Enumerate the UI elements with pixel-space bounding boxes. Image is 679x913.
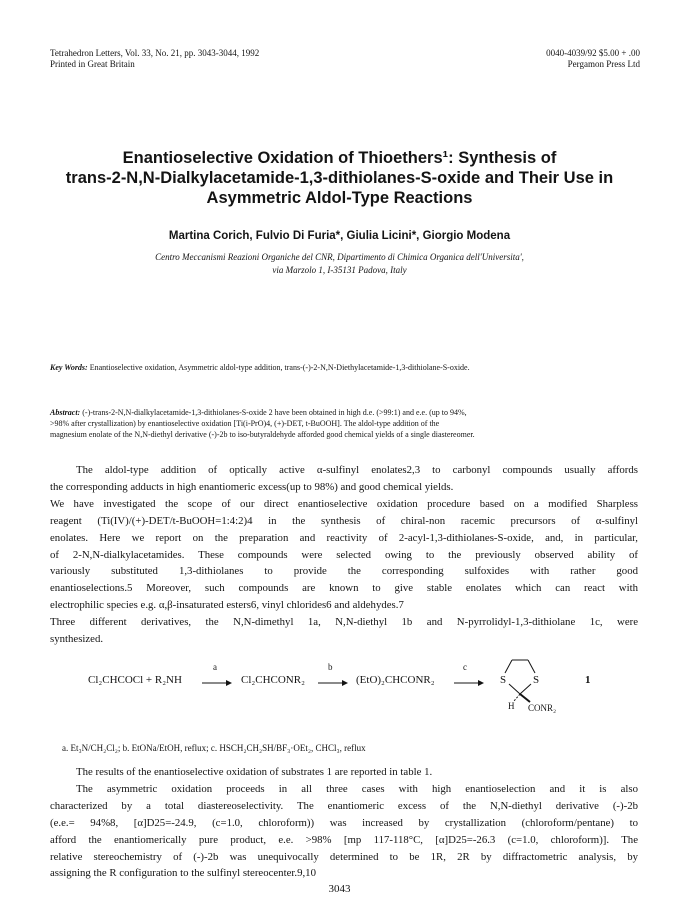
- publisher-line: Pergamon Press Ltd: [567, 59, 640, 69]
- scheme-conditions: a. Et₃N/CH₂Cl₂; b. EtONa/EtOH, reflux; c. HSCH₂CH₂SH/BF₃·OEt₂, CHCl₃, reflux: [62, 743, 366, 753]
- arrow-c-icon: [454, 679, 484, 687]
- journal-citation: [50, 48, 259, 70]
- keywords-text: Enantioselective oxidation, Asymmetric aldol-type addition, trans-(-)-2-N,N-Diethylacetamide-1,3-dithiolane-S-oxide.: [89, 363, 470, 372]
- affiliation-line-1: Centro Meccanismi Reazioni Organiche del CNR, Dipartimento di Chimica Organica dell'Universita',: [155, 252, 524, 262]
- body-line: enolates. Here we report on the preparation and reactivity of 2-acyl-1,3-dithiolanes-S-oxide, and, in particular,: [50, 531, 638, 544]
- scheme-intermediate-1: Cl₂CHCONR₂: [241, 674, 305, 686]
- abstract-line-3: magnesium enolate of the N,N-diethyl derivative (-)-2b to iso-butyraldehyde afforded good chemical yields of a single diastereomer.: [50, 430, 475, 439]
- body-line: synthesized.: [50, 633, 104, 646]
- step-c-label: c: [463, 662, 467, 672]
- arrow-b-icon: [318, 679, 348, 687]
- body-line: the corresponding adducts in high enantiomeric excess(up to 98%) and good chemical yields.: [50, 480, 454, 493]
- price-line: 0040-4039/92 $5.00 + .00: [546, 48, 640, 58]
- printed-line: Printed in Great Britain: [50, 59, 135, 69]
- abstract: [50, 407, 646, 440]
- affiliation: [40, 251, 639, 277]
- abstract-line-1: (-)-trans-2-N,N-dialkylacetamide-1,3-dithiolanes-S-oxide 2 have been obtained in high d.e. (>99:1) and e.e. (up to 94%,: [82, 408, 467, 417]
- scheme-intermediate-2: (EtO)₂CHCONR₂: [356, 674, 435, 686]
- compound-number: 1: [585, 674, 591, 686]
- body-line: The results of the enantioselective oxidation of substrates 1 are reported in table 1.: [76, 766, 433, 778]
- body-line: The aldol-type addition of optically active α-sulfinyl enolates2,3 to carbonyl compounds usually affords: [76, 464, 638, 476]
- body-line: afford the enantiomerically pure product, e.e. >98% [mp 117-118°C, [α]D25=-26.3 (c=1.0, chloroform)]. The: [50, 833, 638, 846]
- reaction-scheme: [0, 662, 679, 732]
- paper-title: [40, 148, 639, 208]
- body-text-2: [50, 764, 638, 882]
- affiliation-line-2: via Marzolo 1, I-35131 Padova, Italy: [272, 265, 407, 275]
- title-line-3: Asymmetric Aldol-Type Reactions: [206, 189, 473, 207]
- arrow-a-icon: [202, 679, 232, 687]
- sulfur-atom-1: S: [500, 674, 507, 686]
- amide-group: CONR₂: [528, 703, 557, 713]
- body-line: of 2-N,N-dialkylacetamides. These compounds were selected owing to the previously observed ability of: [50, 548, 638, 561]
- abstract-line-2: >98% after crystallization) by enantioselective oxidation [Ti(i-PrO)4, (+)-DET, t-BuOOH]. The aldol-type addition of the: [50, 419, 440, 428]
- body-text-1: [50, 462, 638, 648]
- keywords-label: Key Words:: [50, 363, 88, 372]
- body-line: We have investigated the scope of our direct enantioselective oxidation procedure based on a modified Sharpless: [50, 497, 638, 510]
- title-line-2: trans-2-N,N-Dialkylacetamide-1,3-dithiolanes-S-oxide and Their Use in: [65, 169, 614, 187]
- scheme-reactants: Cl₂CHCOCl + R₂NH: [88, 674, 182, 686]
- step-a-label: a: [213, 662, 217, 672]
- step-b-label: b: [328, 662, 333, 672]
- title-line-1: Enantioselective Oxidation of Thioethers¹: Synthesis of: [122, 149, 557, 167]
- journal-line: Tetrahedron Letters, Vol. 33, No. 21, pp. 3043-3044, 1992: [50, 48, 260, 58]
- abstract-label: Abstract:: [50, 408, 81, 417]
- authors: Martina Corich, Fulvio Di Furia*, Giulia Licini*, Giorgio Modena: [168, 230, 511, 242]
- body-line: characterized by a total diastereoselectivity. The enantiomeric excess of the N,N-diethyl derivative (-)-2b: [50, 799, 638, 812]
- page-number: 3043: [328, 883, 351, 895]
- keywords: [50, 362, 646, 373]
- price-block: [520, 48, 640, 70]
- body-line: Three different derivatives, the N,N-dimethyl 1a, N,N-diethyl 1b and N-pyrrolidyl-1,3-dithiolane 1c, were: [50, 616, 638, 629]
- body-line: The asymmetric oxidation proceeds in all three cases with high enantioselection and it is also: [76, 782, 638, 795]
- body-line: electrophilic species e.g. α,β-insaturated esters6, vinyl chlorides6 and aldehydes.7: [50, 599, 404, 612]
- body-line: (e.e.= 94%8, [α]D25=-24.9, (c=1.0, chloroform)) was increased by crystallization (chloroform/pentane) to: [50, 816, 638, 829]
- body-line: assigning the R configuration to the sulfinyl stereocenter.9,10: [50, 867, 316, 880]
- body-line: reagent (Ti(IV)/(+)-DET/t-BuOOH=1:4:2)4 in the synthesis of chiral-non racemic precursors of α-sulfinyl: [50, 514, 638, 527]
- hydrogen-atom: H: [508, 701, 515, 711]
- body-line: variously substituted 1,3-dithiolanes to provide the corresponding sulfoxides with rather good: [50, 565, 638, 578]
- body-line: enantioselections.5 Moreover, such compounds are known to give stable enolates which can react with: [50, 582, 638, 595]
- body-line: relative stereochemistry of (-)-2b was unequivocally determined to be 1R, 2R by diffractometric analysis, by: [50, 850, 638, 863]
- sulfur-atom-2: S: [533, 674, 540, 686]
